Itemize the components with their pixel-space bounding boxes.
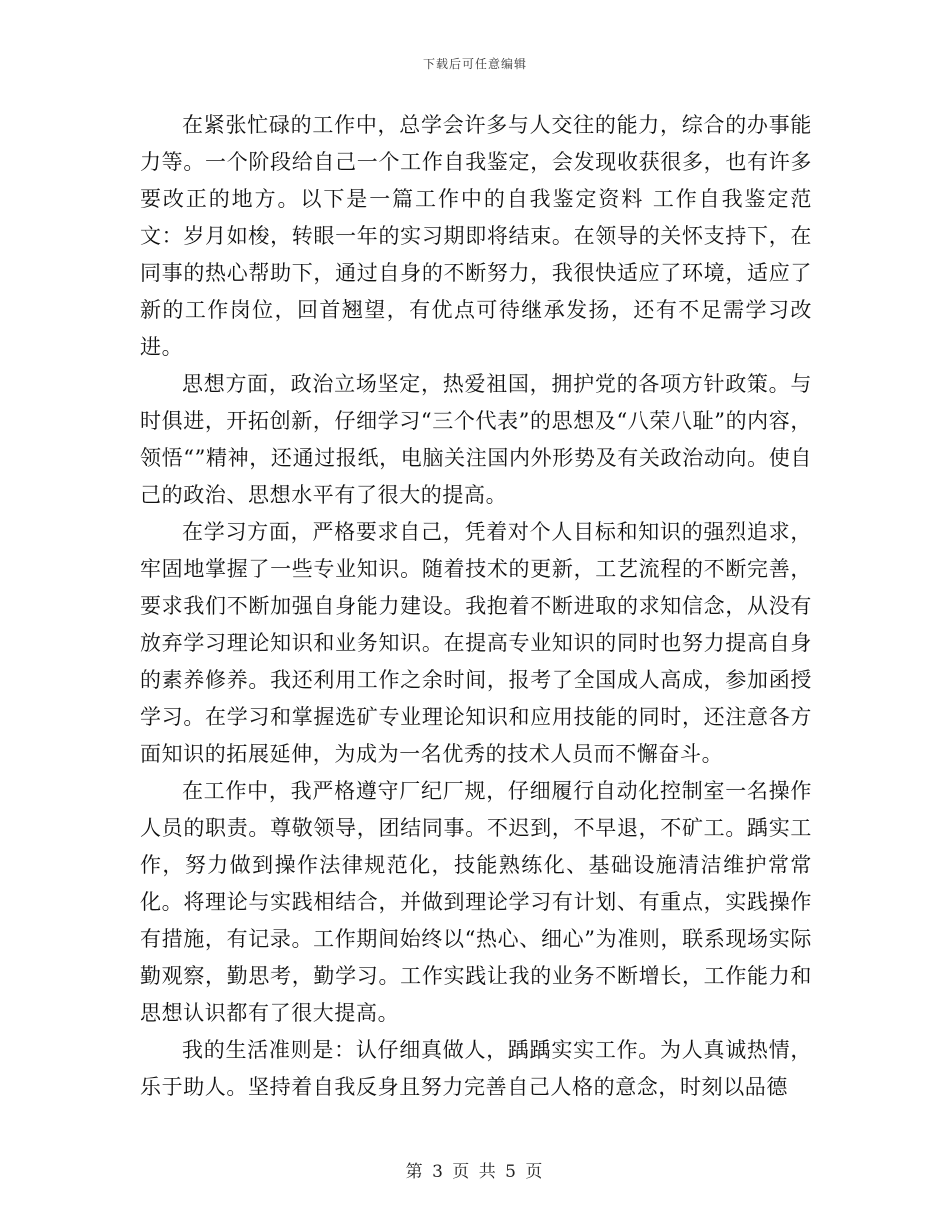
paragraph-ideology: 思想方面，政治立场坚定，热爱祖国，拥护党的各项方针政策。与时俱进，开拓创新，仔细学习“三个代表”的思想及“八荣八耻”的内容，领悟“”精神，还通过报纸，电脑关注国内外形势及有关政治动向。使自己的政治、思想水平有了很大的提高。	[140, 372, 812, 507]
document-body	[140, 107, 812, 1106]
paragraph-life: 我的生活准则是：认仔细真做人，踽踽实实工作。为人真诚热情，乐于助人。坚持着自我反身且努力完善自己人格的意念，时刻以品德	[140, 1038, 812, 1099]
paragraph-work: 在工作中，我严格遵守厂纪厂规，仔细履行自动化控制室一名操作人员的职责。尊敬领导，团结同事。不迟到，不早退，不矿工。踽实工作，努力做到操作法律规范化，技能熟练化、基础设施清洁维护常常化。将理论与实践相结合，并做到理论学习有计划、有重点，实践操作有措施，有记录。工作期间始终以“热心、细心”为准则，联系现场实际勤观察，勤思考，勤学习。工作实践让我的业务不断增长，工作能力和思想认识都有了很大提高。	[140, 779, 812, 1025]
page-header: 下载后可任意编辑	[422, 57, 527, 71]
paragraph-intro: 在紧张忙碌的工作中，总学会许多与人交往的能力，综合的办事能力等。一个阶段给自己一个工作自我鉴定，会发现收获很多，也有许多要改正的地方。以下是一篇工作中的自我鉴定资料 工作自我鉴定范文：岁月如梭，转眼一年的实习期即将结束。在领导的关怀支持下，在同事的热心帮助下，通过自身的不断努力，我很快适应了环境，适应了新的工作岗位，回首翘望，有优点可待继承发扬，还有不足需学习改进。	[140, 113, 812, 359]
page-footer: 第 3 页 共 5 页	[405, 1162, 545, 1182]
paragraph-study: 在学习方面，严格要求自己，凭着对个人目标和知识的强烈追求，牢固地掌握了一些专业知识。随着技术的更新，工艺流程的不断完善，要求我们不断加强自身能力建设。我抱着不断进取的求知信念，从没有放弃学习理论知识和业务知识。在提高专业知识的同时也努力提高自身的素养修养。我还利用工作之余时间，报考了全国成人高成，参加函授学习。在学习和掌握选矿专业理论知识和应用技能的同时，还注意各方面知识的拓展延伸，为成为一名优秀的技术人员而不懈奋斗。	[140, 520, 812, 766]
